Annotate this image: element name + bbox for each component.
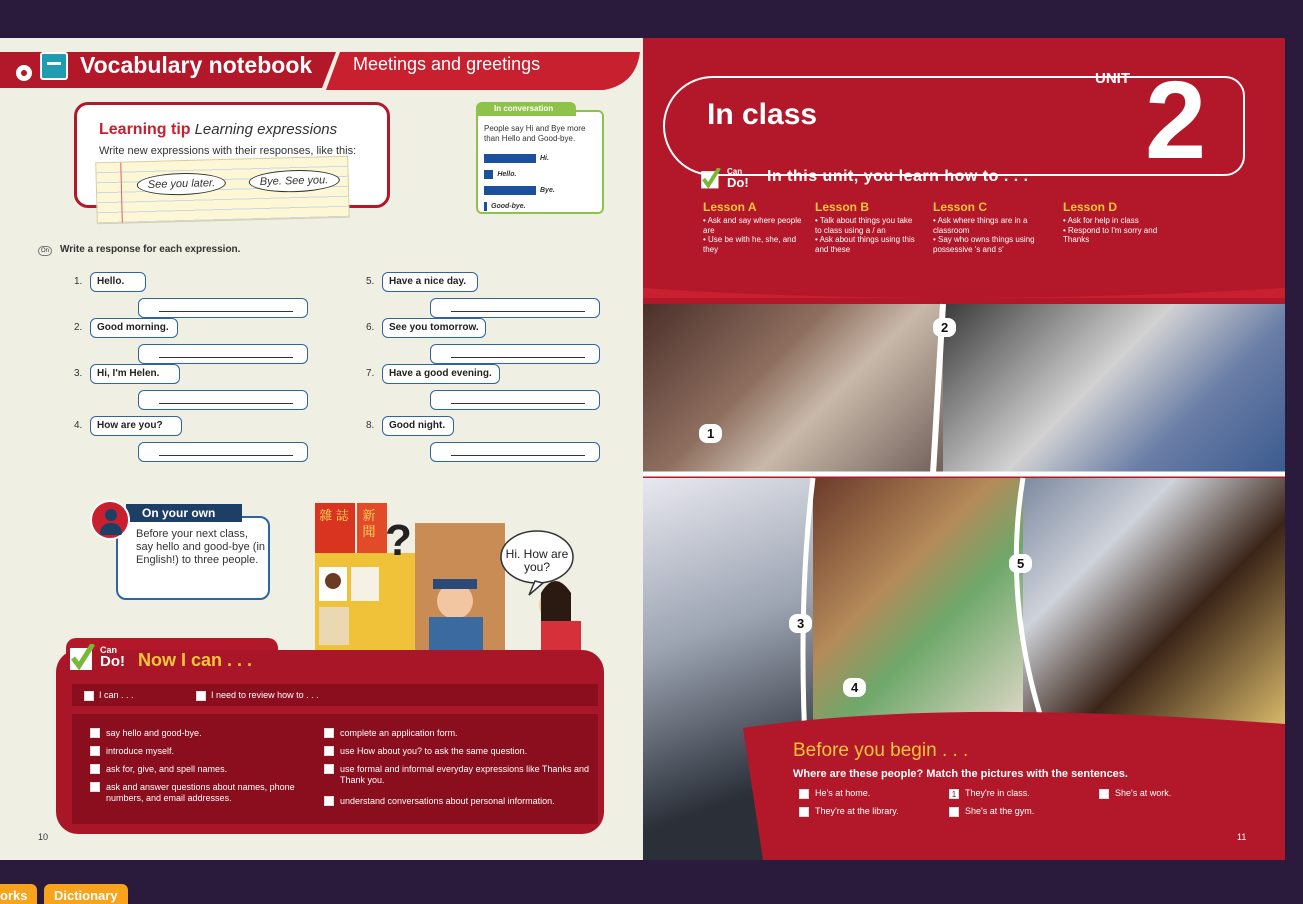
speech-bubble-2: Bye. See you. <box>249 169 340 193</box>
can-do-label: Can Do! <box>100 645 125 670</box>
exercise-number: 1. <box>74 276 83 287</box>
checked-box-icon <box>84 691 94 701</box>
lesson-title: Lesson B <box>815 200 870 214</box>
now-i-can-item[interactable]: complete an application form. <box>340 728 596 739</box>
option-checkbox-checked[interactable]: 1 <box>949 789 959 799</box>
in-conversation-box <box>476 104 604 214</box>
kiosk-sign-1: 雜 誌 <box>319 508 349 523</box>
conversation-bar-label: Bye. <box>540 187 555 194</box>
checkbox-icon[interactable] <box>90 782 100 792</box>
unit-title: In class <box>707 98 818 131</box>
before-you-begin-question: Where are these people? Match the pictures with the sentences. <box>793 768 1128 780</box>
checkbox-icon[interactable] <box>324 796 334 806</box>
exercise-answer-field[interactable] <box>138 298 308 318</box>
conversation-bar-label: Hello. <box>497 171 517 178</box>
tab-dictionary[interactable]: Dictionary <box>44 884 128 904</box>
lesson-item: • Respond to I'm sorry and Thanks <box>1063 225 1158 244</box>
exercise-answer-field[interactable] <box>138 390 308 410</box>
conversation-bar <box>484 186 536 195</box>
option-checkbox[interactable] <box>799 789 809 799</box>
exercise-prompt: Good night. <box>382 416 454 436</box>
conversation-bar <box>484 170 493 179</box>
exercise-prompt: See you tomorrow. <box>382 318 486 338</box>
tip-title: Learning tip Learning expressions <box>99 121 338 138</box>
page-number-left: 10 <box>38 832 49 842</box>
exercise-answer-field[interactable] <box>430 442 600 462</box>
exercise-answer-field[interactable] <box>138 344 308 364</box>
on-your-own-tab: On your own <box>126 504 242 522</box>
exercise-number: 3. <box>74 368 83 379</box>
now-i-can-item[interactable]: use How about you? to ask the same question. <box>340 746 596 757</box>
exercise-prompt: Have a good evening. <box>382 364 500 384</box>
person-icon <box>90 500 130 540</box>
checkbox-icon[interactable] <box>324 728 334 738</box>
before-you-begin-title: Before you begin . . . <box>793 740 969 761</box>
tip-text: Write new expressions with their responses, like this: <box>99 145 357 157</box>
in-conversation-tab: In conversation <box>476 102 576 116</box>
exercise-prompt: Hi, I'm Helen. <box>90 364 180 384</box>
photo-dividers <box>643 38 1285 860</box>
conversation-bar-label: Hi. <box>540 155 549 162</box>
exercise-number: 8. <box>366 420 375 431</box>
lesson-item: • Say who owns things using possessive 's and s' <box>933 235 1035 254</box>
photo-number-3: 3 <box>789 614 812 633</box>
speech-bubble-1: See you later. <box>137 172 227 196</box>
exercise-prompt: Hello. <box>90 272 146 292</box>
option-checkbox[interactable] <box>949 807 959 817</box>
lesson-title: Lesson C <box>933 200 988 214</box>
photo-number-4: 4 <box>843 678 866 697</box>
now-i-can-title: Now I can . . . <box>138 650 253 670</box>
now-i-can-legend: I can . . . I need to review how to . . . <box>72 684 598 706</box>
lesson-item: • Ask where things are in a classroom <box>933 216 1028 235</box>
option-checkbox[interactable] <box>1099 789 1109 799</box>
lesson-title: Lesson D <box>1063 200 1118 214</box>
photo-number-2: 2 <box>933 318 956 337</box>
exercise-number: 2. <box>74 322 83 333</box>
lesson-item: • Ask and say where people are <box>703 216 802 235</box>
option-5[interactable]: She's at the gym. <box>949 806 1034 817</box>
conversation-bar <box>484 202 487 211</box>
lesson-item: • Ask about things using this and these <box>815 235 915 254</box>
now-i-can-item[interactable]: understand conversations about personal information. <box>340 796 596 807</box>
notebook-icon <box>40 52 68 80</box>
kiosk-sign-2: 新 聞 <box>362 508 376 539</box>
exercise-prompt: Have a nice day. <box>382 272 478 292</box>
left-page <box>0 38 643 860</box>
now-i-can-item[interactable]: use formal and informal everyday expressions like Thanks and Thank you. <box>340 764 596 786</box>
exercise-answer-field[interactable] <box>430 390 600 410</box>
vocab-title: Vocabulary notebook <box>80 52 313 78</box>
exercise-prompt: Good morning. <box>90 318 178 338</box>
lesson-item: • Talk about things you take to class using a / an <box>815 216 913 235</box>
exercise-answer-field[interactable] <box>138 442 308 462</box>
right-page <box>643 38 1285 860</box>
checkbox-icon[interactable] <box>90 764 100 774</box>
can-do-heading: In this unit, you learn how to . . . <box>767 168 1029 185</box>
option-4[interactable]: They're at the library. <box>799 806 899 817</box>
conversation-bar-label: Good-bye. <box>491 203 526 210</box>
photo-number-5: 5 <box>1009 554 1032 573</box>
lesson-item: • Ask for help in class <box>1063 216 1139 225</box>
in-conversation-text: People say Hi and Bye more than Hello and Good-bye. <box>484 124 586 143</box>
checkbox-icon[interactable] <box>324 746 334 756</box>
on-your-own-text: Before your next class, say hello and good-bye (in English!) to three people. <box>136 528 266 566</box>
exercise-instruction: On Write a response for each expression. <box>38 244 240 256</box>
option-1[interactable]: He's at home. <box>799 788 870 799</box>
exercise-answer-field[interactable] <box>430 344 600 364</box>
checkbox-icon[interactable] <box>90 746 100 756</box>
conversation-bar <box>484 154 536 163</box>
chapter-dot-icon <box>16 65 32 81</box>
photo-number-1: 1 <box>699 424 722 443</box>
exercise-number: 7. <box>366 368 375 379</box>
audio-icon[interactable]: On <box>38 246 52 256</box>
now-i-can-item[interactable]: say hello and good-bye. <box>106 728 316 739</box>
now-i-can-item[interactable]: ask for, give, and spell names. <box>106 764 316 775</box>
now-i-can-item[interactable]: introduce myself. <box>106 746 316 757</box>
exercise-prompt: How are you? <box>90 416 182 436</box>
exercise-answer-field[interactable] <box>430 298 600 318</box>
option-2[interactable]: 1 They're in class. <box>949 788 1030 799</box>
svg-text:?: ? <box>385 516 412 565</box>
exercise-number: 6. <box>366 322 375 333</box>
can-do-label-right: Can Do! <box>727 167 749 190</box>
vocab-subtitle: Meetings and greetings <box>353 54 541 74</box>
checkbox-icon[interactable] <box>324 764 334 774</box>
exercise-number: 5. <box>366 276 375 287</box>
now-i-can-item[interactable]: ask and answer questions about names, phone numbers, and email addresses. <box>106 782 316 804</box>
exercise-number: 4. <box>74 420 83 431</box>
option-3[interactable]: She's at work. <box>1099 788 1171 799</box>
tab-works[interactable]: orks <box>0 884 37 904</box>
kiosk-speech: Hi. How are you? <box>505 547 569 574</box>
question-box-icon <box>196 691 206 701</box>
lesson-title: Lesson A <box>703 200 757 214</box>
option-checkbox[interactable] <box>799 807 809 817</box>
lesson-item: • Use be with he, she, and they <box>703 235 797 254</box>
can-do-check-icon <box>70 644 100 672</box>
lined-paper <box>95 156 350 225</box>
checkbox-icon[interactable] <box>90 728 100 738</box>
unit-number: 2 <box>1145 59 1207 182</box>
unit-label: UNIT <box>1095 70 1130 87</box>
page-number-right: 11 <box>1237 832 1247 842</box>
